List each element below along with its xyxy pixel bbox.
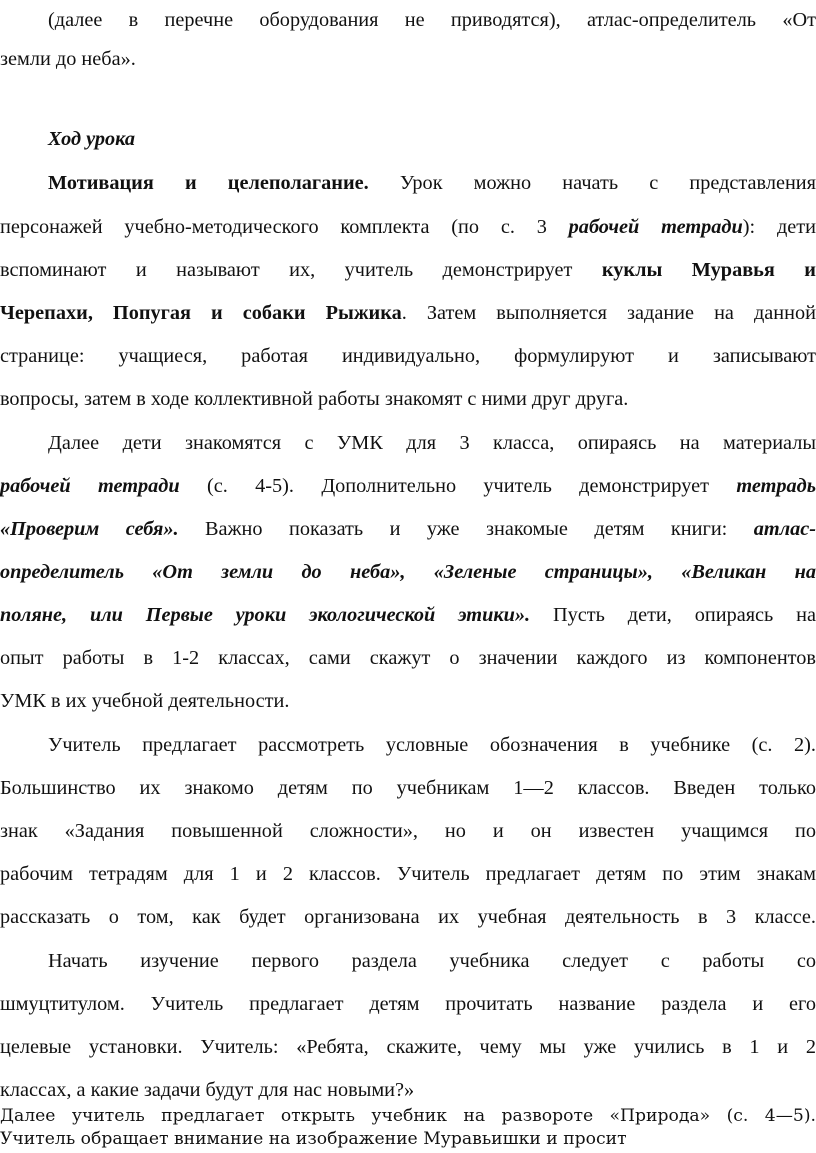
- text-line: [48, 941, 816, 981]
- text-run: вспоминают и называют их, учитель демонстрирует: [0, 259, 602, 281]
- text-run: вопросы, затем в ходе коллективной работы знакомят с ними друг друга.: [0, 388, 629, 410]
- text-line: [0, 207, 816, 247]
- text-run: шмуцтитулом. Учитель предлагает детям прочитать название раздела и его: [0, 993, 816, 1015]
- text-line: [0, 250, 816, 290]
- text-run: атлас-: [753, 518, 816, 540]
- text-run: Важно показать и уже знакомые детям книги:: [178, 518, 754, 540]
- text-run: рабочей тетради: [568, 216, 743, 238]
- text-run: знак «Задания повышенной сложности», но и он известен учащимся по: [0, 820, 816, 842]
- text-line: [0, 681, 816, 721]
- text-run: опыт работы в 1-2 классах, сами скажут о значении каждого из компонентов: [0, 647, 816, 669]
- text-run: Мотивация и целеполагание.: [48, 172, 369, 194]
- text-line: [48, 423, 816, 463]
- text-run: целевые установки. Учитель: «Ребята, скажите, чему мы уже учились в 1 и 2: [0, 1036, 816, 1058]
- text-run: Учитель обращает внимание на изображение Муравьишки и просит: [0, 1129, 627, 1149]
- text-run: куклы Муравья и: [601, 259, 816, 281]
- text-run: Начать изучение первого раздела учебника следует с работы со: [48, 950, 816, 972]
- text-run: . Затем выполняется задание на данной: [401, 302, 816, 324]
- text-line: [0, 1027, 816, 1067]
- text-line: [0, 293, 816, 333]
- text-line: [0, 811, 816, 851]
- text-line: [48, 163, 816, 203]
- text-line: [0, 638, 816, 678]
- text-run: Ход урока: [48, 128, 136, 150]
- text-run: ): дети: [742, 216, 816, 238]
- text-run: Учитель предлагает рассмотреть условные обозначения в учебнике (с. 2).: [48, 734, 816, 756]
- text-run: (с. 4-5). Дополнительно учитель демонстрирует: [179, 475, 737, 497]
- text-run: классах, а какие задачи будут для нас новыми?»: [0, 1079, 415, 1101]
- text-line: [0, 595, 816, 635]
- text-run: Черепахи, Попугая и собаки Рыжика: [0, 302, 402, 324]
- text-line: [48, 0, 816, 40]
- text-run: Пусть дети, опираясь на: [530, 604, 816, 626]
- text-line: [0, 509, 816, 549]
- text-run: Далее дети знакомятся с УМК для 3 класса, опираясь на материалы: [48, 432, 816, 454]
- text-line: [0, 379, 816, 419]
- text-run: тетрадь: [736, 475, 816, 497]
- text-run: Далее учитель предлагает открыть учебник на развороте «Природа» (с. 4—5).: [0, 1106, 816, 1126]
- text-line: [0, 897, 816, 937]
- text-run: рабочей тетради: [0, 475, 180, 497]
- text-line: [48, 725, 816, 765]
- text-line: [0, 39, 816, 79]
- text-run: Урок можно начать с представления: [368, 172, 816, 194]
- text-run: «Проверим себя».: [0, 518, 179, 540]
- text-run: рабочим тетрадям для 1 и 2 классов. Учитель предлагает детям по этим знакам: [0, 863, 816, 885]
- text-run: земли до неба».: [0, 48, 136, 70]
- text-line: [0, 1126, 816, 1152]
- section-heading: [48, 119, 816, 159]
- text-run: рассказать о том, как будет организована их учебная деятельность в 3 классе.: [0, 906, 816, 928]
- text-run: УМК в их учебной деятельности.: [0, 690, 290, 712]
- text-line: [0, 854, 816, 894]
- text-line: [0, 984, 816, 1024]
- text-run: персонажей учебно-методического комплекта (по с. 3: [0, 216, 569, 238]
- text-run: определитель «От земли до неба», «Зеленые страницы», «Великан на: [0, 561, 816, 583]
- text-run: (далее в перечне оборудования не приводятся), атлас-определитель «От: [48, 9, 816, 31]
- text-line: [0, 336, 816, 376]
- text-run: поляне, или Первые уроки экологической этики».: [0, 604, 531, 626]
- text-run: Большинство их знакомо детям по учебникам 1—2 классов. Введен только: [0, 777, 816, 799]
- text-run: странице: учащиеся, работая индивидуально, формулируют и записывают: [0, 345, 816, 367]
- text-line: [0, 768, 816, 808]
- text-line: [0, 466, 816, 506]
- text-line: [0, 552, 816, 592]
